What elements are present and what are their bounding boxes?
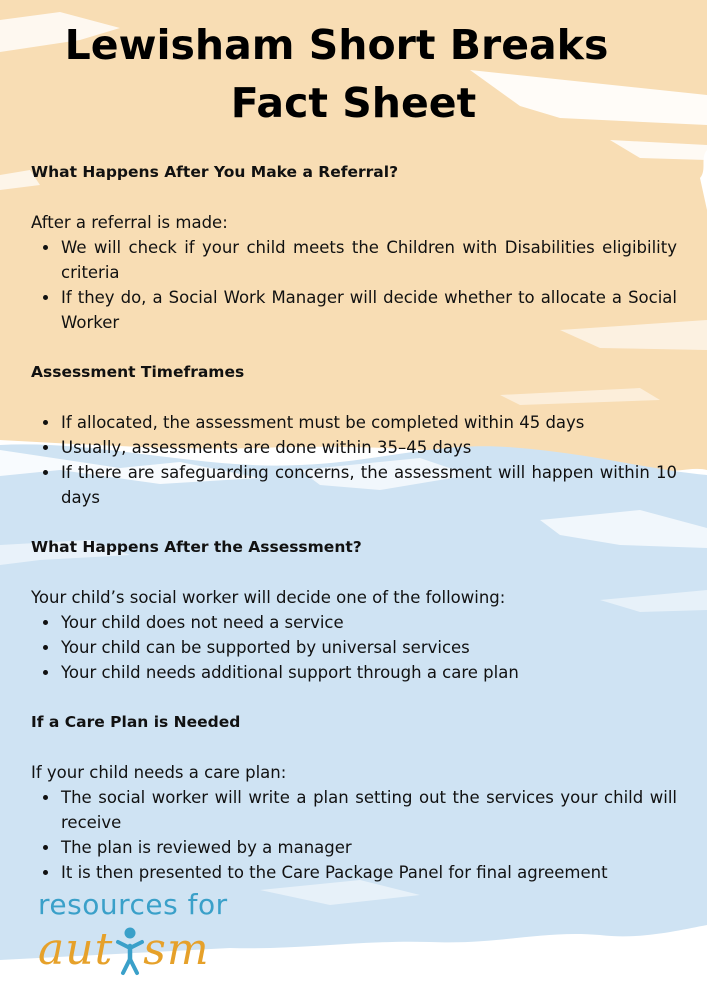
logo-word-end: sm: [143, 924, 210, 975]
list-item: • Your child can be supported by universal services: [60, 635, 677, 660]
list-item: • We will check if your child meets the Children with Disabilities eligibility criteria: [60, 235, 677, 285]
resources-for-autism-logo: [38, 888, 268, 978]
section-intro: After a referral is made:: [31, 213, 228, 232]
list-item: • The social worker will write a plan setting out the services your child will receive: [60, 785, 677, 835]
list-item: • If allocated, the assessment must be completed within 45 days: [60, 410, 677, 435]
section-heading: What Happens After the Assessment?: [31, 538, 362, 556]
section-intro: Your child’s social worker will decide one of the following:: [31, 588, 506, 607]
list-item: • If they do, a Social Work Manager will decide whether to allocate a Social Worker: [60, 285, 677, 335]
section-referral: [31, 160, 677, 335]
bullet-list: [31, 410, 677, 510]
logo-word-start: aut: [38, 924, 114, 975]
section-heading: Assessment Timeframes: [31, 363, 245, 381]
list-item: • If there are safeguarding concerns, the assessment will happen within 10 days: [60, 460, 677, 510]
section-heading: If a Care Plan is Needed: [31, 713, 241, 731]
section-intro: If your child needs a care plan:: [31, 763, 287, 782]
list-item: • Your child needs additional support through a care plan: [60, 660, 677, 685]
page-title-line-2: Fact Sheet: [230, 79, 477, 127]
logo-wordmark: [38, 922, 268, 978]
section-assessment-timeframes: [31, 360, 677, 510]
section-after-assessment: [31, 535, 677, 685]
section-care-plan: [31, 710, 677, 885]
person-figure-icon: [115, 926, 145, 976]
bullet-list: [31, 610, 677, 685]
page-title: [0, 16, 707, 132]
list-item: • The plan is reviewed by a manager: [60, 835, 677, 860]
bullet-list: [31, 235, 677, 335]
list-item: • Your child does not need a service: [60, 610, 677, 635]
list-item: • It is then presented to the Care Package Panel for final agreement: [60, 860, 677, 885]
logo-text-top: resources for: [38, 888, 228, 921]
bullet-list: [31, 785, 677, 885]
fact-sheet-content: [31, 160, 677, 910]
list-item: • Usually, assessments are done within 35–45 days: [60, 435, 677, 460]
page-title-line-1: Lewisham Short Breaks: [64, 21, 609, 69]
section-heading: What Happens After You Make a Referral?: [31, 163, 399, 181]
